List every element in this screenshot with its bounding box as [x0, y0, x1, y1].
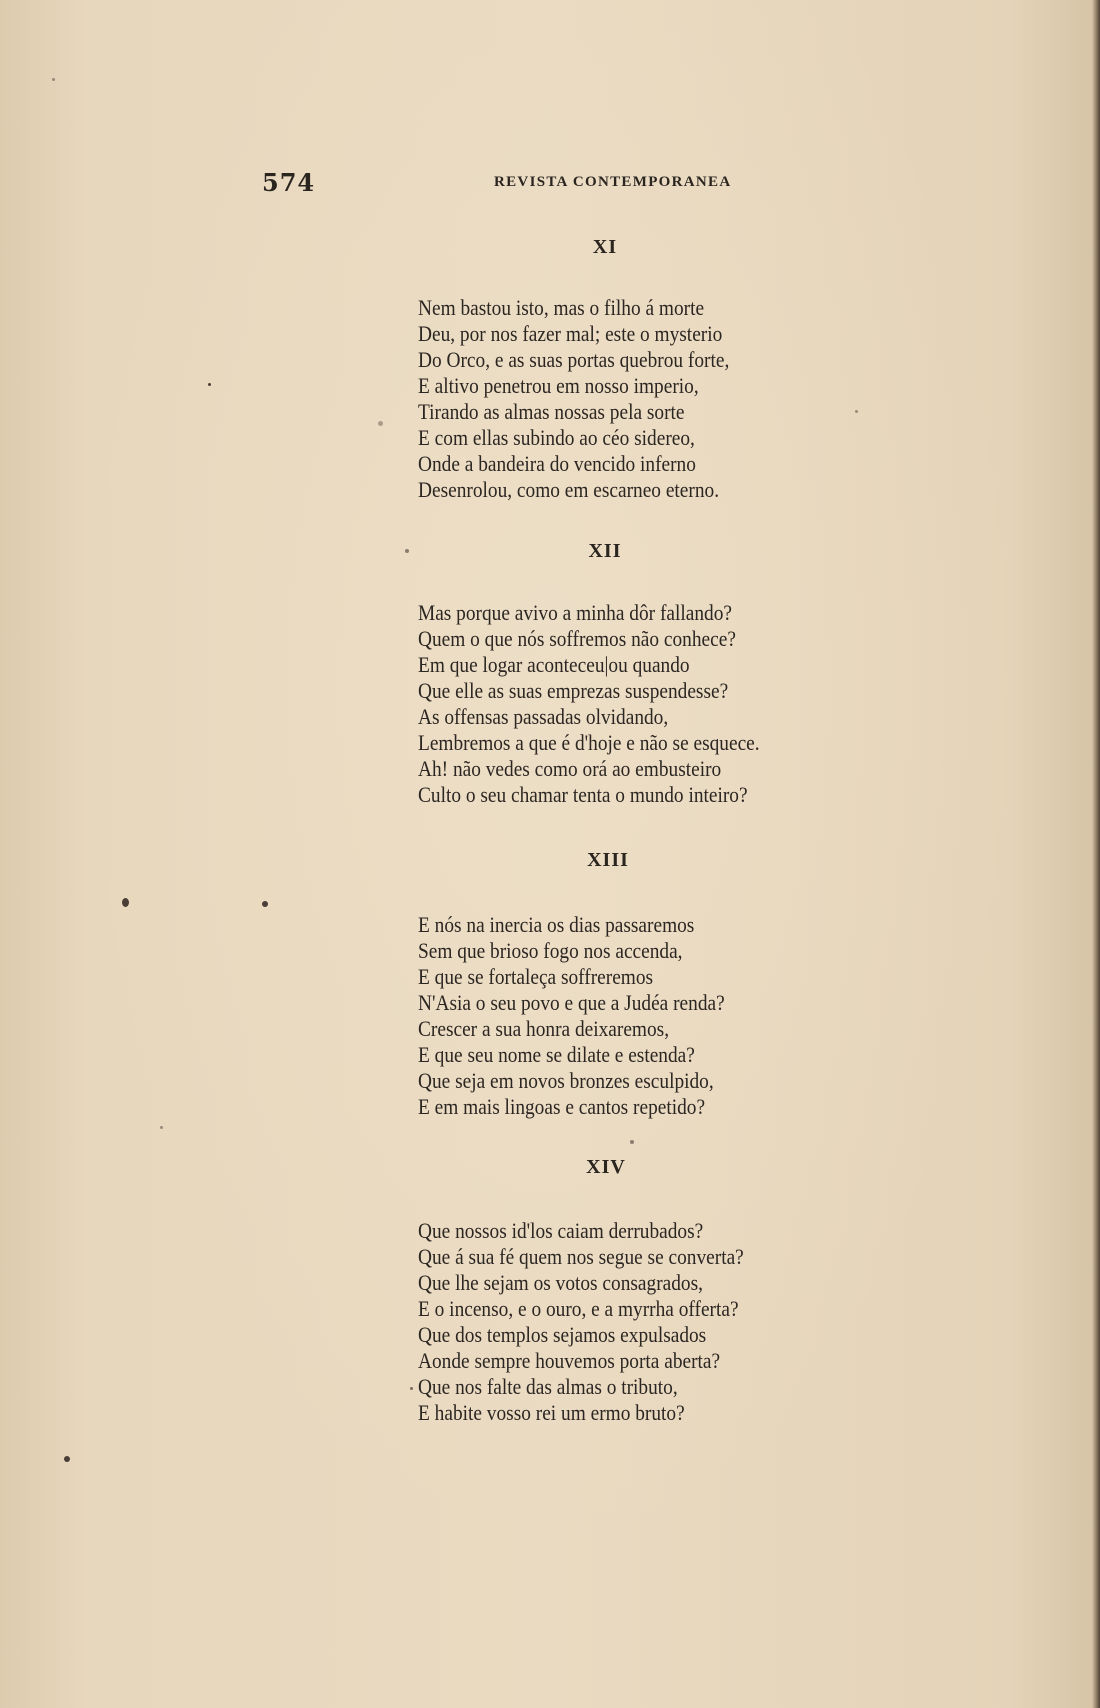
paper-speck: [405, 549, 409, 553]
stanza-numeral: XIII: [587, 849, 629, 871]
verse-line: E habite vosso rei um ermo bruto?: [418, 1400, 685, 1425]
verse-line: Que dos templos sejamos expulsados: [418, 1322, 707, 1347]
stanza: [418, 1218, 878, 1426]
running-head: [0, 168, 1100, 198]
paper-speck: [52, 78, 55, 81]
stanza-numeral: XII: [588, 540, 622, 562]
verse-line: E altivo penetrou em nosso imperio,: [418, 373, 699, 398]
verse-line: Nem bastou isto, mas o filho á morte: [418, 295, 705, 320]
verse-line: As offensas passadas olvidando,: [418, 704, 669, 729]
paper-speck: [122, 898, 129, 907]
verse-line: Tirando as almas nossas pela sorte: [418, 399, 685, 424]
verse-line: Que seja em novos bronzes esculpido,: [418, 1068, 714, 1093]
verse-line: Mas porque avivo a minha dôr fallando?: [418, 600, 732, 625]
verse-line: Crescer a sua honra deixaremos,: [418, 1016, 670, 1041]
paper-speck: [160, 1126, 163, 1129]
verse-line: E com ellas subindo ao céo sidereo,: [418, 425, 695, 450]
paper-speck: [410, 1387, 413, 1390]
verse-line: Lembremos a que é d'hoje e não se esquece.: [418, 730, 760, 755]
verse-line: Desenrolou, como em escarneo eterno.: [418, 477, 720, 502]
stanza-numeral: XI: [592, 236, 618, 258]
verse-line: Que á sua fé quem nos segue se converta?: [418, 1244, 744, 1269]
page-number: 574: [262, 168, 316, 197]
verse-line: Em que logar aconteceu|ou quando: [418, 652, 690, 677]
paper-speck: [262, 901, 268, 907]
page-edge-shadow: [1092, 0, 1100, 1708]
verse-line: E o incenso, e o ouro, e a myrrha offerta?: [418, 1296, 739, 1321]
verse-line: N'Asia o seu povo e que a Judéa renda?: [418, 990, 725, 1015]
verse-line: Culto o seu chamar tenta o mundo inteiro?: [418, 782, 748, 807]
journal-title: REVISTA CONTEMPORANEA: [494, 174, 732, 190]
verse-line: Que nossos id'los caiam derrubados?: [418, 1218, 704, 1243]
verse-line: Deu, por nos fazer mal; este o mysterio: [418, 321, 723, 346]
stanza: [418, 600, 878, 808]
verse-line: Ah! não vedes como orá ao embusteiro: [418, 756, 722, 781]
verse-line: Que elle as suas emprezas suspendesse?: [418, 678, 729, 703]
stanza-numeral: XIV: [586, 1156, 626, 1178]
verse-line: Sem que brioso fogo nos accenda,: [418, 938, 683, 963]
verse-line: E que seu nome se dilate e estenda?: [418, 1042, 695, 1067]
paper-speck: [64, 1456, 70, 1462]
stanza: [418, 295, 878, 503]
verse-line: Onde a bandeira do vencido inferno: [418, 451, 696, 476]
verse-line: Que nos falte das almas o tributo,: [418, 1374, 678, 1399]
verse-line: E nós na inercia os dias passaremos: [418, 912, 695, 937]
verse-line: Que lhe sejam os votos consagrados,: [418, 1270, 703, 1295]
verse-line: E em mais lingoas e cantos repetido?: [418, 1094, 706, 1119]
stanza: [418, 912, 878, 1120]
verse-line: Quem o que nós soffremos não conhece?: [418, 626, 736, 651]
paper-speck: [208, 383, 211, 386]
verse-line: Aonde sempre houvemos porta aberta?: [418, 1348, 721, 1373]
verse-line: Do Orco, e as suas portas quebrou forte,: [418, 347, 730, 372]
paper-speck: [378, 421, 383, 426]
verse-line: E que se fortaleça soffreremos: [418, 964, 654, 989]
paper-speck: [630, 1140, 634, 1144]
